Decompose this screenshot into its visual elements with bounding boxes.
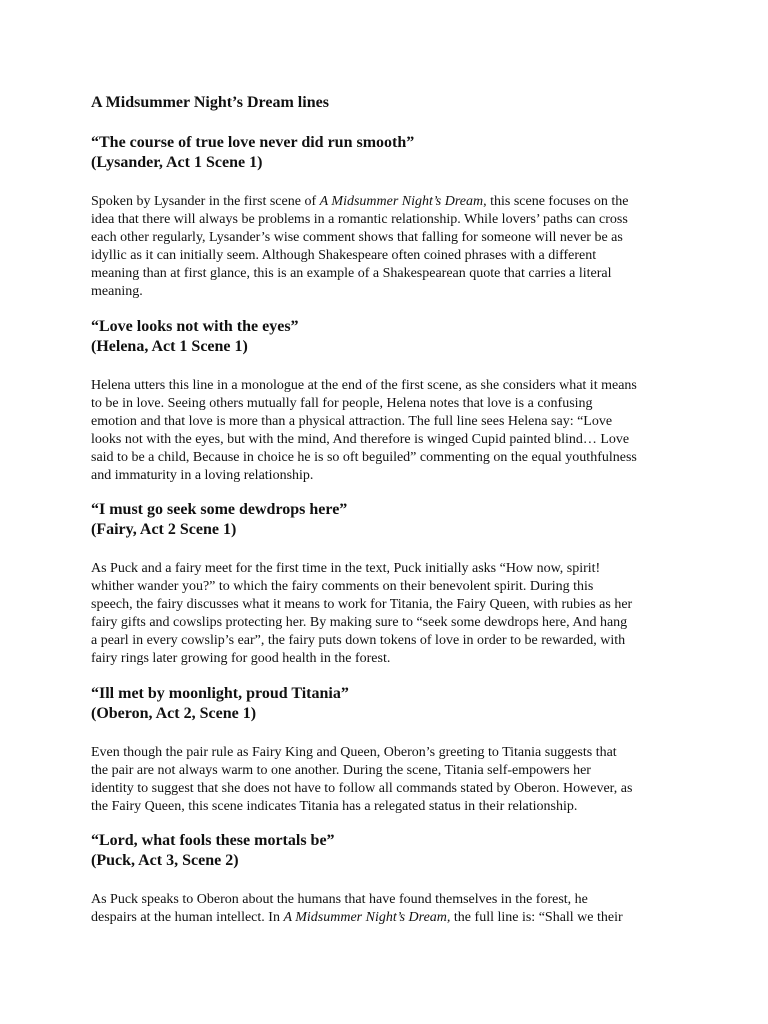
paragraph-line bbox=[91, 614, 691, 632]
text-run: identity to suggest that she does not have to follow all commands stated by Oberon. However, as bbox=[91, 781, 633, 796]
paragraph-line bbox=[91, 780, 691, 798]
text-run: the full line is: “Shall we their bbox=[450, 910, 623, 925]
paragraph-line bbox=[91, 650, 691, 668]
text-run: Helena utters this line in a monologue at the end of the first scene, as she considers what it means bbox=[91, 378, 637, 393]
text-run: As Puck and a fairy meet for the first time in the text, Puck initially asks “How now, spirit! bbox=[91, 561, 601, 576]
paragraph-line bbox=[91, 395, 691, 413]
text-run: whither wander you?” to which the fairy comments on their benevolent spirit. During this bbox=[91, 579, 594, 594]
paragraph-line bbox=[91, 265, 691, 283]
quote-section bbox=[91, 684, 691, 816]
quote-heading: “Lord, what fools these mortals be” bbox=[91, 832, 335, 849]
quote-section bbox=[91, 133, 691, 301]
text-run: the pair are not always warm to one another. During the scene, Titania self-empowers her bbox=[91, 763, 591, 778]
text-run: despairs at the human intellect. In bbox=[91, 910, 284, 925]
play-title-italic: A Midsummer Night’s Dream bbox=[319, 194, 484, 209]
quote-heading: “Ill met by moonlight, proud Titania” bbox=[91, 685, 349, 702]
text-run: idea that there will always be problems in a romantic relationship. While lovers’ paths can cross bbox=[91, 212, 628, 227]
paragraph-line bbox=[91, 467, 691, 485]
paragraph-line bbox=[91, 762, 691, 780]
quote-section bbox=[91, 500, 691, 668]
paragraph-line bbox=[91, 193, 691, 211]
text-run: each other regularly, Lysander’s wise comment shows that falling for someone will never be as bbox=[91, 230, 623, 245]
text-run: fairy gifts and cowslips protecting her. By making sure to “seek some dewdrops here, And hang bbox=[91, 615, 628, 630]
text-run: meaning. bbox=[91, 284, 143, 299]
paragraph-line bbox=[91, 229, 691, 247]
paragraph-line bbox=[91, 578, 691, 596]
text-run: meaning than at first glance, this is an example of a Shakespearean quote that carries a literal bbox=[91, 266, 612, 281]
speaker-attribution: (Oberon, Act 2, Scene 1) bbox=[91, 705, 257, 722]
quote-heading: “Love looks not with the eyes” bbox=[91, 318, 299, 335]
speaker-attribution: (Puck, Act 3, Scene 2) bbox=[91, 852, 239, 869]
paragraph-line bbox=[91, 431, 691, 449]
quote-heading: “I must go seek some dewdrops here” bbox=[91, 501, 348, 518]
text-run: a pearl in every cowslip’s ear”, the fairy puts down tokens of love in order to be rewarded, with bbox=[91, 633, 626, 648]
text-run: idyllic as it can initially seem. Although Shakespeare often coined phrases with a different bbox=[91, 248, 597, 263]
text-run: looks not with the eyes, but with the mind, And therefore is winged Cupid painted blind… Love bbox=[91, 432, 630, 447]
paragraph-line bbox=[91, 798, 691, 816]
paragraph-line bbox=[91, 377, 691, 395]
text-run: the Fairy Queen, this scene indicates Titania has a relegated status in their relationship. bbox=[91, 799, 578, 814]
paragraph-line bbox=[91, 283, 691, 301]
paragraph-line bbox=[91, 744, 691, 762]
speaker-attribution: (Fairy, Act 2 Scene 1) bbox=[91, 521, 237, 538]
paragraph-line bbox=[91, 909, 691, 927]
quote-heading: “The course of true love never did run smooth” bbox=[91, 134, 415, 151]
paragraph-line bbox=[91, 891, 691, 909]
paragraph-line bbox=[91, 247, 691, 265]
speaker-attribution: (Helena, Act 1 Scene 1) bbox=[91, 338, 248, 355]
paragraph-line bbox=[91, 413, 691, 431]
text-run: fairy rings later growing for good health in the forest. bbox=[91, 651, 391, 666]
speaker-attribution: (Lysander, Act 1 Scene 1) bbox=[91, 154, 263, 171]
text-run: Spoken by Lysander in the first scene of bbox=[91, 194, 320, 209]
text-run: As Puck speaks to Oberon about the humans that have found themselves in the forest, he bbox=[91, 892, 588, 907]
explanation-paragraph bbox=[91, 377, 691, 485]
explanation-paragraph bbox=[91, 891, 691, 927]
text-run: to be in love. Seeing others mutually fall for people, Helena notes that love is a confusing bbox=[91, 396, 593, 411]
text-run: Even though the pair rule as Fairy King and Queen, Oberon’s greeting to Titania suggests that bbox=[91, 745, 617, 760]
paragraph-line bbox=[91, 632, 691, 650]
paragraph-line bbox=[91, 449, 691, 467]
play-title-italic: A Midsummer Night’s Dream, bbox=[283, 910, 451, 925]
explanation-paragraph bbox=[91, 560, 691, 668]
paragraph-line bbox=[91, 596, 691, 614]
text-run: , this scene focuses on the bbox=[483, 194, 629, 209]
explanation-paragraph bbox=[91, 193, 691, 301]
text-run: emotion and that love is more than a physical attraction. The full line sees Helena say: “Love bbox=[91, 414, 613, 429]
quote-section bbox=[91, 317, 691, 485]
quote-section bbox=[91, 831, 691, 927]
text-run: said to be a child, Because in choice he is so oft beguiled” commenting on the equal youthfulness bbox=[91, 450, 637, 465]
document-title: A Midsummer Night’s Dream lines bbox=[91, 94, 329, 111]
paragraph-line bbox=[91, 211, 691, 229]
text-run: and immaturity in a loving relationship. bbox=[91, 468, 314, 483]
explanation-paragraph bbox=[91, 744, 691, 816]
paragraph-line bbox=[91, 560, 691, 578]
text-run: speech, the fairy discusses what it means to work for Titania, the Fairy Queen, with rubies as her bbox=[91, 597, 633, 612]
